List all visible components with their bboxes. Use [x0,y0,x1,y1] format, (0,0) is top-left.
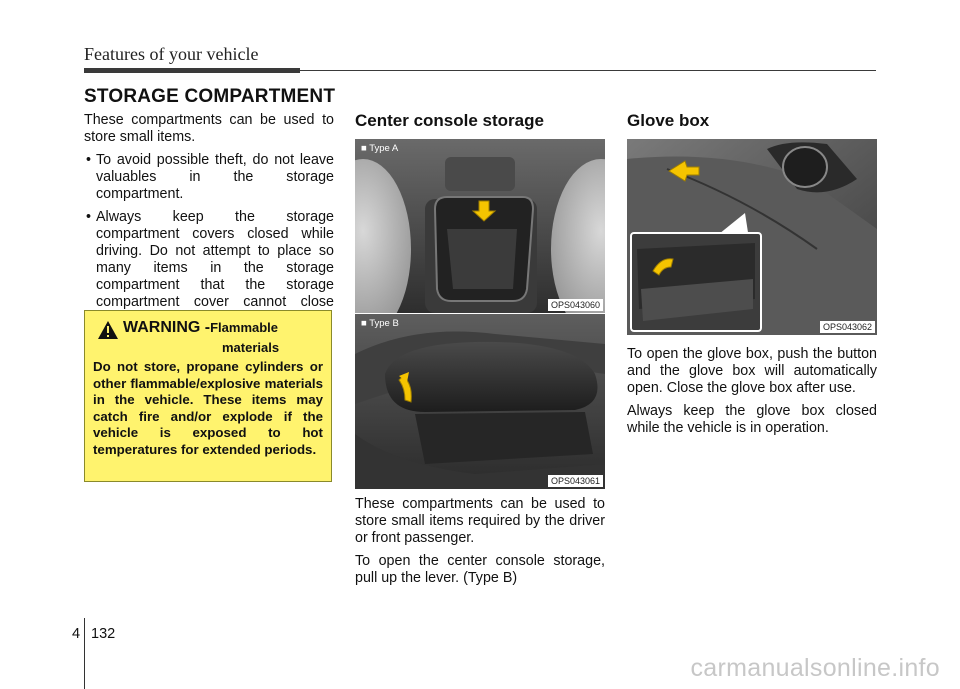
bullet-text: Always keep the storage compartment covers closed while driving. Do not attempt to place so many items in the storage compartment that the storage compartment cover cannot close [96,209,334,310]
header-rule [300,70,876,71]
header-bar [84,68,300,73]
console-type-b-illustration [355,314,605,489]
center-console-heading: Center console storage [355,111,544,130]
header-title: Features of your vehicle [84,44,259,64]
glove-box-illustration [627,139,877,335]
warning-triangle-icon [97,320,119,340]
warning-header [97,319,323,340]
section-title: STORAGE COMPARTMENT [84,86,336,107]
page-number: 132 [91,626,116,642]
bullet-text: To avoid possible theft, do not leave valuables in the storage compartment. [96,152,334,202]
glove-box-para-1: To open the glove box, push the button and the glove box will automatically open. Close the glove box after use. [627,346,877,396]
photo-code: OPS043060 [548,299,603,311]
warning-subtitle: Flammable [210,320,279,335]
footer-divider [84,618,85,689]
photo-label: ■ Type A [361,143,399,154]
warning-box [84,310,332,482]
photo-label: ■ Type B [361,318,399,329]
photo-code: OPS043061 [548,475,603,487]
warning-subtitle-2: materials [222,340,280,355]
column-glove-box [627,112,877,139]
glove-box-para-2: Always keep the glove box closed while the vehicle is in operation. [627,403,877,436]
intro-text: These compartments can be used to store small items. [84,112,334,145]
watermark: carmanualsonline.info [690,654,940,682]
warning-text: Do not store, propane cylinders or other flammable/explosive materials in the vehicle. These items may catch fire and/or explode if the vehicle is exposed to hot temperatures for extended periods. [93,359,323,457]
center-console-text [355,496,605,593]
glove-box-heading: Glove box [627,111,710,130]
column-center-console [355,112,605,139]
column-intro [84,112,334,334]
photo-type-a [355,139,605,313]
warning-title: WARNING - [123,319,211,336]
bullet-item [84,152,334,203]
console-type-a-illustration [355,139,605,313]
center-console-para-2: To open the center console storage, pull up the lever. (Type B) [355,553,605,586]
bullet-dot: • [86,152,92,168]
center-console-para-1: These compartments can be used to store small items required by the driver or front passenger. [355,496,605,546]
photo-type-b [355,314,605,489]
chapter-number: 4 [72,626,81,642]
photo-glove-box [627,139,877,335]
glove-box-text [627,346,877,443]
bullet-dot: • [86,209,92,225]
photo-code: OPS043062 [820,321,875,333]
